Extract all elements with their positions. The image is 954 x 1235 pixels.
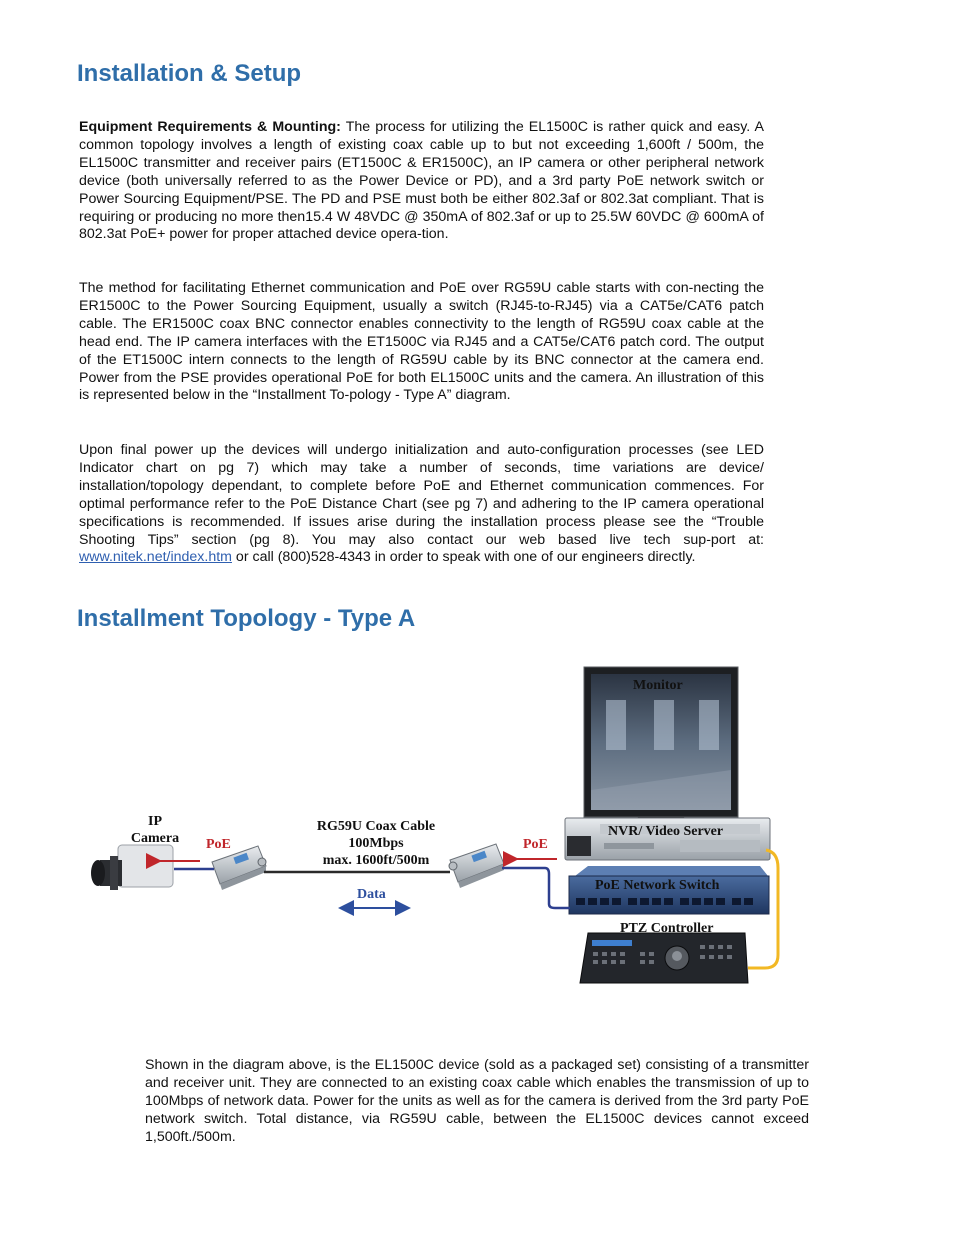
paragraph-lead: Equipment Requirements & Mounting: xyxy=(79,119,341,135)
coax-cable-label-line3: max. 1600ft/500m xyxy=(322,853,430,868)
coax-cable-label-line2: 100Mbps xyxy=(348,836,404,851)
receiver-icon xyxy=(449,844,504,888)
monitor-label: Monitor xyxy=(633,678,683,693)
ip-camera-label-line1: IP xyxy=(148,814,162,829)
poe-label-right: PoE xyxy=(523,837,548,852)
ptz-controller-icon xyxy=(580,933,748,983)
ip-camera-icon xyxy=(91,845,173,890)
ip-camera-label xyxy=(126,813,184,847)
diagram-caption: Shown in the diagram above, is the EL1500C device (sold as a packaged set) consisting of a transmitter and receiver unit. They are connected to an existing coax cable which enables the transmission of up to 100Mbps of network data. Power for the units as well as for the camera is derived from the 3rd party PoE network switch. Total distance, via RG59U cable, between the EL1500C devices cannot exceed 1,500ft./500m. xyxy=(145,1057,809,1145)
paragraph-text: Upon final power up the devices will undergo initialization and auto-configuration processes (see LED Indicator chart on pg 7) which may take a number of seconds, time variations are device/ installation/topology dependant, to complete before PoE and Ethernet communication commences. For optimal performance refer to the PoE Distance Chart (see pg 7) and adhering to the IP camera operational specifications is recommended. If issues arise during the installation process please see the “Trouble Shooting Tips” section (pg 8). You may also contact our web based live tech sup-port at: xyxy=(79,442,764,548)
poe-label-left: PoE xyxy=(206,837,231,852)
support-link[interactable]: www.nitek.net/index.htm xyxy=(79,549,232,566)
paragraph-method: The method for facilitating Ethernet communication and PoE over RG59U cable starts with con-necting the ER1500C to the Power Sourcing Equipment, usually a switch (RJ45-to-RJ45) via a CAT5e/CAT6 patch cable. The ER1500C coax BNC connector enables connectivity to the length of RG59U coax cable at the head end. The IP camera interfaces with the ET1500C via RJ45 and a CAT5e/CAT6 patch cord. The output of the ET1500C intern connects to the length of RG59U cable by its BNC connector at the camera end. Power from the PSE provides operational PoE for both EL1500C units and the camera. An illustration of this is represented below in the “Installment To-pology - Type A” diagram. xyxy=(79,280,764,404)
paragraph-body: The process for utilizing the EL1500C is rather quick and easy. A common topology involves a length of existing coax cable up to but not exceeding 1,600ft / 500m, the EL1500C transmitter and receiver pairs (ET1500C & ER1500C), an IP camera or other peripheral network device (both universally referred to as the Power Device or PD), and a 3rd party PoE network switch or Power Sourcing Equipment/PSE. The PD and PSE must both be either 802.3af or 802.3at compliant. That is requiring or producing no more then15.4 W 48VDC @ 350mA of 802.3af or up to 25.5W 60VDC @ 600mA of 802.3at PoE+ power for proper attached device opera-tion. xyxy=(79,119,764,243)
ptz-label: PTZ Controller xyxy=(620,921,714,936)
section-title-installation: Installation & Setup xyxy=(77,60,302,87)
section-title-topology: Installment Topology - Type A xyxy=(77,605,416,632)
paragraph-text: or call (800)528-4343 in order to speak with one of our engineers directly. xyxy=(231,549,696,566)
topology-diagram xyxy=(0,640,954,1010)
paragraph-equipment-requirements xyxy=(79,119,764,244)
coax-cable-label xyxy=(300,818,452,869)
cat-cable-switch xyxy=(502,868,570,908)
data-label: Data xyxy=(357,887,386,902)
ip-camera-label-line2: Camera xyxy=(130,831,180,846)
paragraph-power-up xyxy=(79,442,764,567)
nvr-label: NVR/ Video Server xyxy=(608,824,724,839)
switch-label: PoE Network Switch xyxy=(595,878,720,893)
coax-cable-label-line1: RG59U Coax Cable xyxy=(316,819,436,834)
